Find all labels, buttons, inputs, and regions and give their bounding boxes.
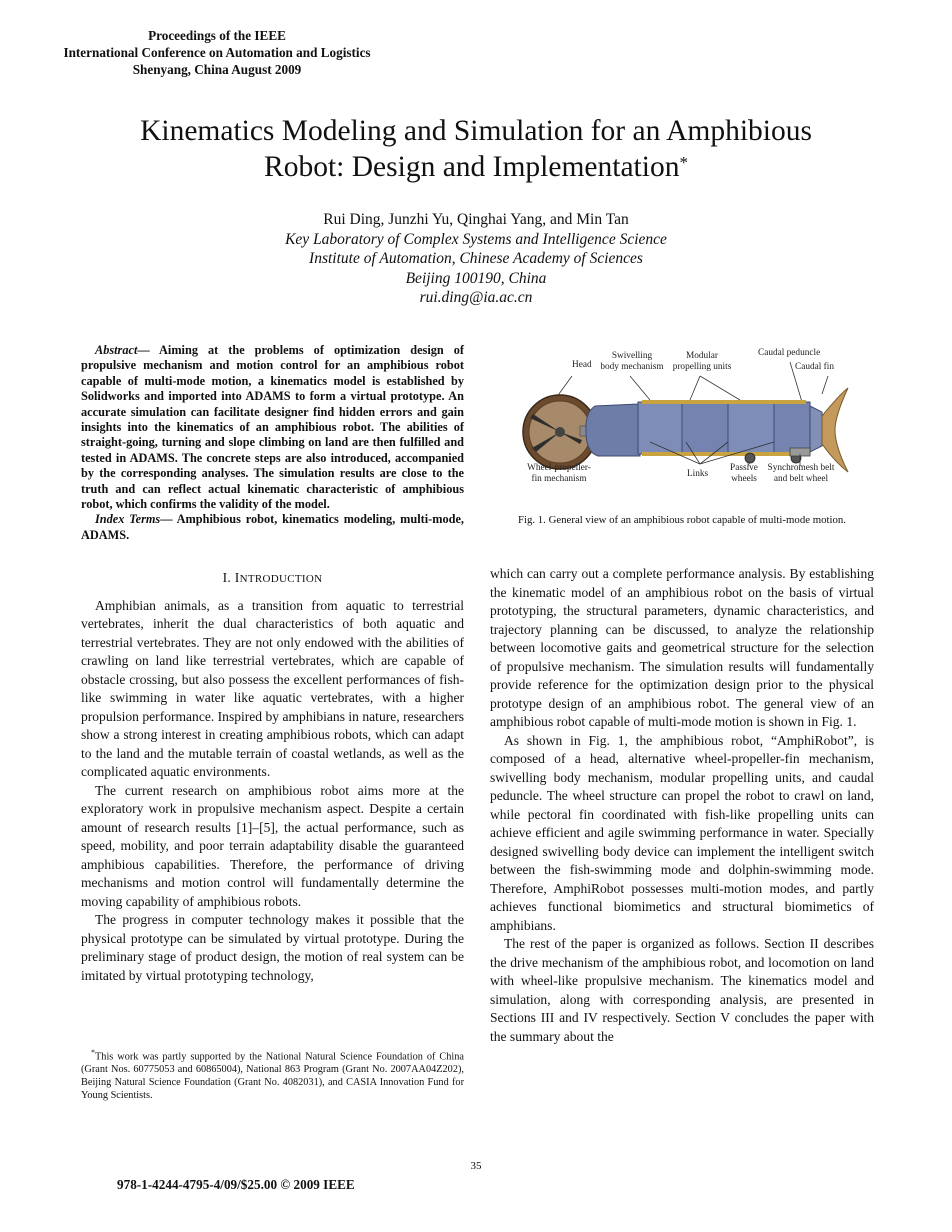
bottom-rail <box>642 452 806 456</box>
index-terms-text: — Amphibious robot, kinematics modeling, multi-mode, ADAMS. <box>81 512 464 542</box>
head-shell <box>586 404 640 456</box>
paragraph: which can carry out a complete performance analysis. By establishing the kinematic model of an amphibious robot on the basis of virtual prototyping, the structural parameters, dynamic characteristics, and trajectory planning can be discussed, to analyze the relationship between locomotive gaits and geometrical structure for the selection of propulsive mechanism. The simulation results will fundamentally provide reference for the optimization design prior to the physical prototype design of an amphibious robot. The general view of an amphibious robot capable of multi-mode motion is shown in Fig. 1. <box>490 566 874 729</box>
title-line <box>60 149 892 185</box>
passive-wheel <box>745 453 755 463</box>
section-heading-rest: NTRODUCTION <box>239 573 323 586</box>
header-line: Proceedings of the IEEE <box>148 28 286 43</box>
label-line: propelling units <box>672 362 732 372</box>
footnote-mark: * <box>91 1048 95 1057</box>
top-rail <box>642 400 806 404</box>
label-synchromesh <box>764 463 838 485</box>
leader-line <box>690 376 700 400</box>
label-line: Synchromesh belt <box>767 463 835 473</box>
abstract-text: — Aiming at the problems of optimization design of propulsive mechanism and motion control for an amphibious robot capable of multi-mode motion, a kinematics model is established by Solidworks and imported into ADAMS to form a virtual prototype. An accurate simulation can facilitate designer find hidden errors and gain insights into the kinematics of an amphibious robot. The abilities of straight-going, turning and slope climbing on land are then fulfilled and tested in ADAMS. The concrete steps are also introduced, accompanied by the corresponding analyses. The simulation results are close to the truth and can reflect actual kinematic characteristic of amphibious robot, which confirms the validity of the model. <box>81 343 464 512</box>
label-line: wheels <box>731 474 757 484</box>
right-column <box>490 565 874 1046</box>
author-block <box>0 210 952 308</box>
label-links: Links <box>687 469 709 479</box>
left-column <box>81 343 464 985</box>
index-terms <box>81 512 464 543</box>
label-modular <box>670 351 734 373</box>
label-wheel-propeller-fin <box>518 463 600 485</box>
header-line: International Conference on Automation and Logistics <box>63 45 371 60</box>
figure-1 <box>490 344 874 534</box>
title-footnote-mark: * <box>679 153 688 172</box>
paper-title <box>60 113 892 185</box>
paragraph: The progress in computer technology makes it possible that the physical prototype can be simulated by virtual prototype. During the preliminary stage of product design, the motion of real system can be imitated by virtual prototyping technology, <box>81 912 464 983</box>
caudal-fin <box>822 388 848 472</box>
author-email[interactable]: rui.ding@ia.ac.cn <box>419 289 533 306</box>
propelling-unit <box>774 402 810 454</box>
paragraph: The rest of the paper is organized as follows. Section II describes the drive mechanism of the amphibious robot, and locomotion on land with wheel-like propulsive mechanism. The kinematics model and simulation, along with corresponding analysis, are presented in Sections III and IV respectively. Section V concludes the paper with the summary about the <box>490 936 874 1044</box>
leader-line <box>822 376 828 394</box>
label-line: Modular <box>685 351 719 361</box>
caudal-peduncle <box>810 406 822 452</box>
figure-caption: Fig. 1. General view of an amphibious robot capable of multi-mode motion. <box>517 514 847 526</box>
label-caudal-peduncle: Caudal peduncle <box>758 348 821 358</box>
paragraph: As shown in Fig. 1, the amphibious robot, “AmphiRobot”, is composed of a head, alternative wheel-propeller-fin mechanism, swivelling body mechanism, modular propelling units, and caudal peduncle. The wheel structure can propel the robot to crawl on land, while pectoral fin coordinated with fish-like propelling units can achieve efficient and agile swimming performance in water. Specially designed swivelling body device can implement the intelligent switch between the fish-swimming mode and dolphin-swimming mode. Therefore, AmphiRobot possesses multi-motion modes, and partly achieves functional biomimetics and structural biomimetics of amphibians. <box>490 732 874 933</box>
label-line: body mechanism <box>600 362 664 372</box>
footnote <box>81 1047 464 1103</box>
label-line: fin mechanism <box>531 474 587 484</box>
index-terms-lead: Index Terms <box>95 512 161 527</box>
title-line: Kinematics Modeling and Simulation for an Amphibious <box>140 115 812 147</box>
header-line: Shenyang, China August 2009 <box>132 62 302 77</box>
label-line: Wheel-propeller- <box>527 463 591 473</box>
title-line-text: Robot: Design and Implementation <box>264 151 680 183</box>
section-heading-num: I. I <box>222 570 240 586</box>
proceedings-header <box>28 27 406 78</box>
page-number: 35 <box>470 1160 482 1172</box>
affiliation-line: Institute of Automation, Chinese Academy of Sciences <box>309 250 643 267</box>
label-line: Swivelling <box>611 351 653 361</box>
leader-line <box>700 376 740 400</box>
affiliation-line: Key Laboratory of Complex Systems and Intelligence Science <box>285 230 667 248</box>
label-head: Head <box>572 360 592 370</box>
label-caudal-fin: Caudal fin <box>795 362 834 372</box>
author-names: Rui Ding, Junzhi Yu, Qinghai Yang, and Min Tan <box>323 211 629 228</box>
label-swivelling <box>596 351 668 373</box>
label-line: and belt wheel <box>773 474 829 484</box>
section-heading <box>81 569 464 589</box>
hub <box>555 427 565 437</box>
propelling-unit <box>728 402 774 454</box>
paragraph: The current research on amphibious robot aims more at the exploratory work in propulsive mechanism aspect. Despite a certain amount of research results [1]–[5], the actual performance, such as speed, mobility, and poor terrain adaptability disable the guaranteed amphibious capabilities. Therefore, the performance of driving mechanisms and motion control will fundamentally determine the moving capability of amphibious robots. <box>81 782 464 909</box>
leader-line <box>630 376 650 400</box>
abstract-lead: Abstract <box>95 343 138 357</box>
label-passive-wheels <box>724 463 764 485</box>
paragraph: Amphibian animals, as a transition from aquatic to terrestrial vertebrates, inherit the dual characteristics of both aquatic and terrestrial vertebrates. They are not only endowed with the abilities of crawling on land like terrestrial vertebrates, which are capable of obstacle crossing, but also possess the excellent performances of fish-like swimming in water like aquatic vertebrates, with a higher propulsion performance. Inspired by amphibians in nature, researchers show a strong interest in creating amphibious robots, which can adapt to the land and the mutable terrain of coastal wetlands, as well as the complicated aquatic environments. <box>81 597 464 780</box>
abstract <box>81 343 464 512</box>
affiliation-line: Beijing 100190, China <box>405 269 547 287</box>
copyright-line: 978-1-4244-4795-4/09/$25.00 © 2009 IEEE <box>117 1177 355 1192</box>
label-line: Passive <box>730 463 758 473</box>
footnote-text: This work was partly supported by the National Natural Science Foundation of China (Grant Nos. 60775053 and 60865004), National 863 Program (Grant No. 2007AA04Z202), Beijing Natural Science Foundation (Grant No. 4082031), and CASIA Innovation Fund for Young Scientists. <box>81 1051 464 1102</box>
